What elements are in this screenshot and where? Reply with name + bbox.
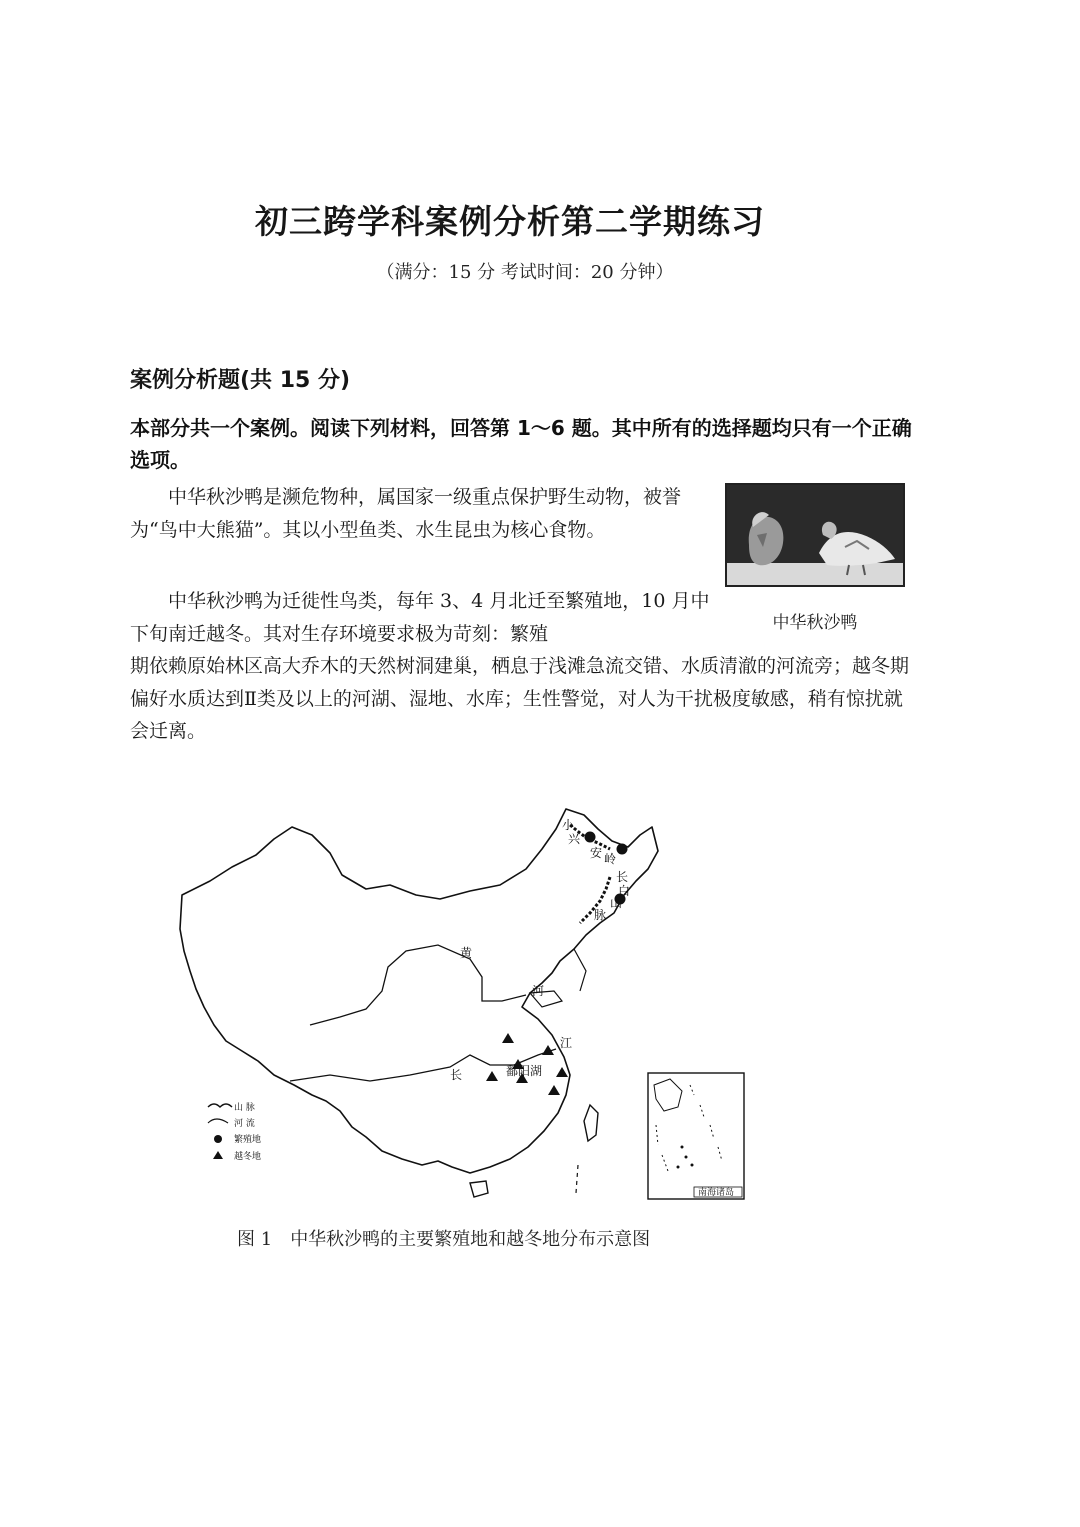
legend-breeding: 繁殖地: [234, 1135, 262, 1145]
yellow-river: [310, 945, 526, 1025]
material-paragraph-2-end: 期依赖原始林区高大乔木的天然树洞建巢，栖息于浅滩急流交错、水质清澈的河流旁；越冬期偏好水质达到Ⅱ类及以上的河湖、湿地、水库；生性警觉，对人为干扰极度敏感，稍有惊扰就会迁离。: [130, 655, 910, 742]
photo-caption: 中华秋沙鸭: [772, 613, 858, 633]
material-paragraph-2-start: 中华秋沙鸭为迁徙性鸟类，每年 3、4 月北迁至繁殖地，10 月中下旬南迁越冬。其对生存环境要求极为苛刻：繁殖: [130, 590, 710, 645]
exam-info: （满分：15 分 考试时间：20 分钟）: [376, 262, 674, 283]
hainan-island: [470, 1181, 488, 1197]
wintering-site: [502, 1033, 514, 1043]
map-label-mai: 脉: [594, 908, 607, 922]
map-label-shan: 山: [610, 896, 623, 910]
breeding-site: [585, 832, 596, 843]
figure-caption-text: 中华秋沙鸭的主要繁殖地和越冬地分布示意图: [290, 1229, 651, 1250]
figure-number: 图 1: [237, 1229, 273, 1250]
mountain-legend-icon: [208, 1104, 232, 1107]
map-label-xing: 兴: [568, 832, 581, 846]
legend-river: 河 流: [234, 1119, 255, 1129]
map-label-chang-bai-1: 长: [616, 870, 629, 884]
duck-photo: [725, 483, 905, 587]
section-instruction: 本部分共一个案例。阅读下列材料，回答第 1～6 题。其中所有的选择题均只有一个正确选项。: [130, 416, 912, 472]
map-label-poyang: 鄱阳湖: [506, 1064, 543, 1078]
wintering-site: [486, 1071, 498, 1081]
legend-wintering: 越冬地: [234, 1152, 262, 1162]
breeding-legend-icon: [214, 1135, 222, 1143]
map-svg: [170, 795, 770, 1215]
map-label-bai: 白: [618, 884, 631, 898]
map-label-jiang: 江: [560, 1036, 573, 1050]
map-label-huang: 黄: [460, 946, 473, 960]
map-legend: [208, 1101, 261, 1162]
merganser-photo-illustration: [727, 485, 903, 585]
map-label-he: 河: [532, 984, 545, 998]
map-label-chang: 长: [450, 1068, 463, 1082]
section-heading: 案例分析题(共 15 分): [130, 368, 351, 393]
figure-caption: [237, 1225, 668, 1251]
china-distribution-map: [170, 795, 770, 1215]
map-label-ling: 岭: [604, 852, 617, 866]
page-title: 初三跨学科案例分析第二学期练习: [255, 202, 765, 241]
river-legend-icon: [208, 1119, 228, 1123]
map-label-an: 安: [590, 846, 603, 860]
south-china-sea-inset: [648, 1073, 744, 1199]
map-label-xiao: 小: [562, 818, 575, 832]
material-paragraph-1: 中华秋沙鸭是濒危物种，属国家一级重点保护野生动物，被誉为“鸟中大熊猫”。其以小型鱼类、水生昆虫为核心食物。: [130, 486, 682, 541]
wintering-legend-icon: [213, 1151, 223, 1159]
wintering-site: [556, 1067, 568, 1077]
wintering-site: [548, 1085, 560, 1095]
taiwan-island: [584, 1105, 598, 1141]
legend-mountain: 山 脉: [234, 1103, 255, 1113]
breeding-site: [617, 844, 628, 855]
inset-label: 南海诸岛: [698, 1188, 735, 1198]
